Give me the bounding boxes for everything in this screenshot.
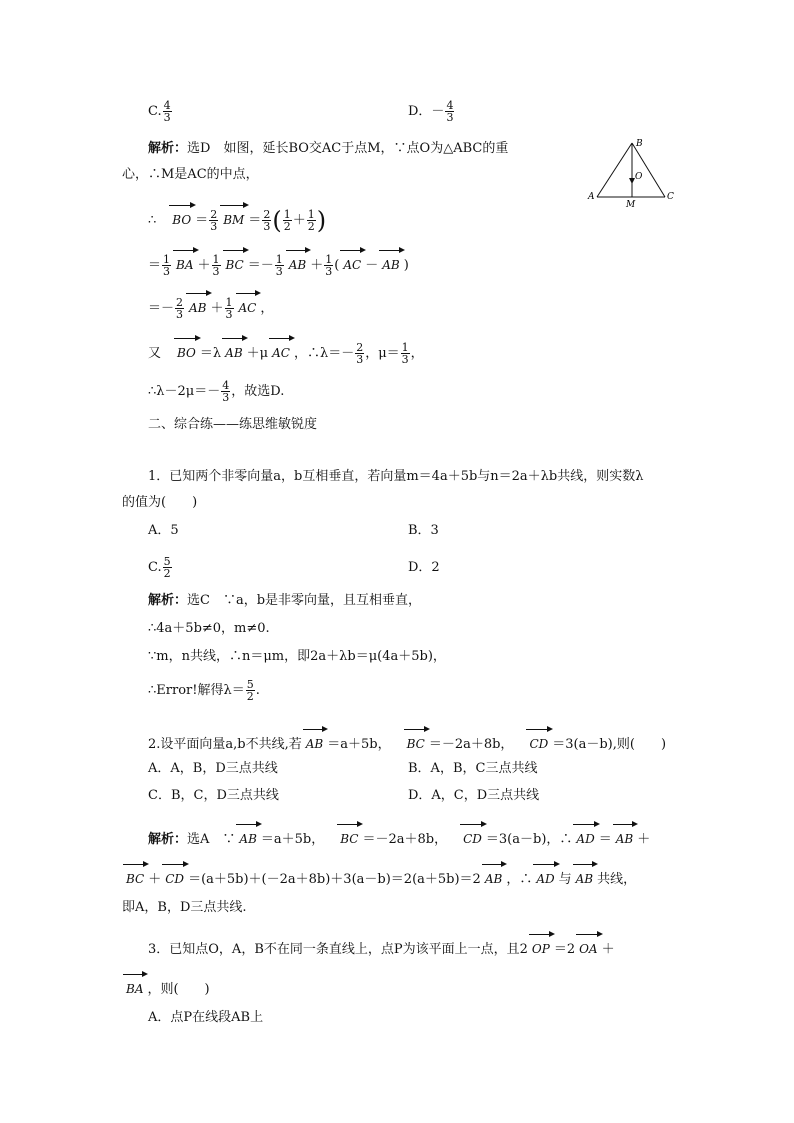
math-line-3: ＝－ $\frac{2}{3}$ AB ＋ $\frac{1}{3}$ AC ， (148, 291, 273, 320)
math-line-4: 又 BO ＝λ AB ＋μ AC ，∴λ＝－ $\frac{2}{3}$ ，μ＝ $\frac{1}{3}$ ， (148, 336, 424, 365)
q3-stem-line2: BA ，则( ) (122, 972, 210, 1000)
vector-bo: BO (172, 203, 191, 230)
q1-option-c: C. $\frac{5}{2}$ (148, 555, 171, 580)
label-a: A (588, 192, 595, 202)
math-line-2: ＝ $\frac{1}{3}$ BA ＋ $\frac{1}{3}$ BC ＝－ $\frac{1}{3}$ AB ＋ $\frac{1}{3}$ ( AC － AB ) (148, 248, 409, 277)
label-m: M (626, 200, 636, 210)
q2-solution-line2: BC ＋ CD ＝(a＋5b)＋(－2a＋8b)＋3(a－b)＝2(a＋5b)＝2 AB ，∴ AD 与 AB 共线， (122, 862, 636, 890)
q1-stem-line1: 1．已知两个非零向量a，b互相垂直，若向量m＝4a＋5b与n＝2a＋λb共线，则实数λ (148, 469, 644, 484)
label-b: B (636, 139, 643, 149)
prev-option-c: C. $\frac{4}{3}$ (148, 99, 171, 124)
prev-conclusion: ∴λ－2μ＝－ $\frac{4}{3}$ ，故选D. (148, 379, 285, 404)
prev-solution-line1: 解析：选D 如图，延长BO交AC于点M，∵点O为△ABC的重 (148, 141, 509, 156)
prev-solution-line2: 心，∴M是AC的中点， (122, 167, 259, 182)
q2-option-b: B．A，B，C三点共线 (408, 761, 538, 776)
triangle-figure (585, 135, 685, 210)
section-heading: 二、综合练——练思维敏锐度 (148, 417, 318, 432)
q1-stem-line2: 的值为( ) (122, 495, 198, 510)
q2-option-c: C．B，C，D三点共线 (148, 788, 279, 803)
q2-solution-line3: 即A，B，D三点共线. (122, 900, 247, 915)
label-c: C (667, 192, 674, 202)
fraction: $\frac{4}{3}$ (446, 99, 454, 124)
q3-option-a: A．点P在线段AB上 (148, 1010, 264, 1025)
q2-stem: 2.设平面向量a,b不共线,若 AB ＝a＋5b， BC ＝－2a＋8b， CD ＝3(a－b),则( ) (148, 727, 666, 755)
prev-option-d: D．－ $\frac{4}{3}$ (408, 99, 454, 124)
label-o: O (635, 172, 643, 182)
q2-option-d: D．A，C，D三点共线 (408, 788, 540, 803)
fraction: $\frac{4}{3}$ (163, 99, 171, 124)
vector-bm: BM (223, 203, 244, 230)
q1-solution-line1: 解析：选C ∵a，b是非零向量，且互相垂直， (148, 593, 422, 608)
q2-solution-line1: 解析：选A ∵ AB ＝a＋5b， BC ＝－2a＋8b， CD ＝3(a－b)，∴ AD ＝ AB ＋ (148, 822, 650, 850)
q1-solution-line2: ∴4a＋5b≠0，m≠0. (148, 621, 270, 636)
q1-solution-line4: ∴Error!解得λ＝ $\frac{5}{2}$ . (148, 678, 260, 703)
q1-solution-line3: ∵m，n共线，∴n＝μm，即2a＋λb＝μ(4a＋5b)， (148, 649, 446, 664)
math-line-1: ∴ BO ＝ $\frac{2}{3}$ BM ＝ $\frac{2}{3}$ ( $\frac{1}{2}$ ＋ $\frac{1}{2}$ ) (148, 203, 326, 232)
q2-option-a: A．A，B，D三点共线 (148, 761, 278, 776)
q3-stem-line1: 3．已知点O，A，B不在同一条直线上，点P为该平面上一点，且2 OP ＝2 OA ＋ (148, 932, 615, 960)
q1-option-a: A．5 (148, 523, 179, 538)
q1-option-b: B．3 (408, 523, 439, 538)
q1-option-d: D．2 (408, 560, 440, 575)
